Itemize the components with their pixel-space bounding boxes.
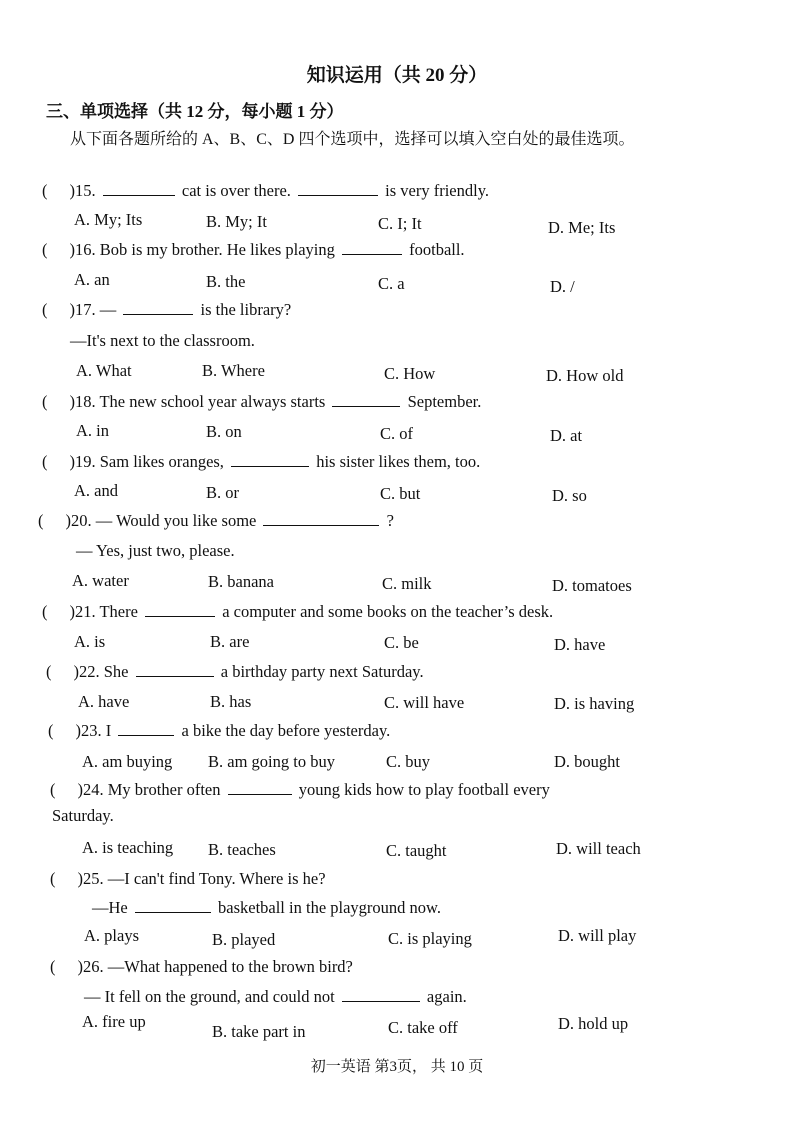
answer-blank: [332, 392, 400, 407]
option-d: D. Me; Its: [548, 218, 616, 237]
option-a: A. My; Its: [74, 210, 143, 229]
option-b: B. or: [206, 483, 239, 502]
option-a: A. am buying: [82, 752, 173, 771]
option-b: B. teaches: [208, 840, 276, 859]
question-number: 18.: [75, 392, 96, 411]
option-d: D. so: [552, 486, 587, 505]
question-text: My brother often: [107, 780, 221, 799]
answer-blank: [145, 602, 215, 617]
question-20: ( )20. — Would you like some ?: [38, 511, 394, 530]
answer-blank: [118, 721, 174, 736]
question-22: ( )22. She a birthday party next Saturday.: [46, 662, 424, 681]
answer-blank: [136, 662, 214, 677]
option-c: C. milk: [382, 574, 432, 593]
question-number: 19.: [75, 452, 96, 471]
question-text: a bike the day before yesterday.: [181, 721, 391, 740]
question-number: 20.: [71, 511, 92, 530]
question-text-line2: Saturday.: [52, 806, 114, 825]
answer-blank: [263, 511, 379, 526]
question-25: ( )25. —I can't find Tony. Where is he?: [50, 869, 326, 888]
answer-blank: [342, 240, 402, 255]
question-text: —He: [92, 898, 128, 917]
option-b: B. Where: [202, 361, 265, 380]
option-b: B. banana: [208, 572, 274, 591]
option-c: C. be: [384, 633, 419, 652]
option-b: B. take part in: [212, 1022, 306, 1041]
question-text: a computer and some books on the teacher’s desk.: [222, 602, 554, 621]
question-26-line2: [84, 987, 467, 1007]
option-b: B. My; It: [206, 212, 267, 231]
option-c: C. I; It: [378, 214, 422, 233]
option-d: D. tomatoes: [552, 576, 632, 595]
option-c: C. is playing: [388, 929, 472, 948]
option-c: C. but: [380, 484, 421, 503]
instruction-text: 从下面各题所给的 A、B、C、D 四个选项中，选择可以填入空白处的最佳选项。: [70, 131, 635, 148]
option-c: C. How: [384, 364, 436, 383]
option-d: D. at: [550, 426, 583, 445]
option-b: B. the: [206, 272, 246, 291]
question-text: cat is over there.: [181, 181, 291, 200]
question-number: 21.: [75, 602, 96, 621]
option-a: A. an: [74, 270, 110, 289]
question-19: ( )19. Sam likes oranges, his sister likes them, too.: [42, 452, 481, 471]
question-text-line2: — Yes, just two, please.: [76, 541, 235, 560]
option-d: D. will teach: [556, 839, 641, 858]
question-heading: 三、单项选择（共 12 分，每小题 1 分）: [46, 102, 344, 121]
option-d: D. is having: [554, 694, 635, 713]
answer-blank: [231, 452, 309, 467]
question-number: 22.: [79, 662, 100, 681]
question-text: his sister likes them, too.: [316, 452, 481, 471]
answer-blank: [342, 987, 420, 1002]
question-number: 16.: [75, 240, 96, 259]
question-text-line2: —It's next to the classroom.: [70, 331, 255, 350]
question-number: 26.: [83, 957, 104, 976]
question-15: ( )15. cat is over there. is very friendly.: [42, 181, 490, 200]
question-18: ( )18. The new school year always starts September.: [42, 392, 482, 411]
answer-blank: [103, 181, 175, 196]
option-c: C. buy: [386, 752, 431, 771]
question-text: The new school year always starts: [99, 392, 326, 411]
question-text: She: [103, 662, 129, 681]
question-17: ( )17. — is the library?: [42, 300, 292, 319]
question-text: ?: [386, 511, 394, 530]
question-number: 23.: [81, 721, 102, 740]
question-text: is very friendly.: [385, 181, 490, 200]
answer-blank: [123, 300, 193, 315]
question-text: There: [99, 602, 138, 621]
option-b: B. on: [206, 422, 242, 441]
page-footer: 初一英语 第3页， 共 10 页: [310, 1059, 484, 1075]
question-25-line2: [92, 898, 441, 918]
option-c: C. a: [378, 274, 405, 293]
section-title: 知识运用（共 20 分）: [306, 65, 488, 86]
option-d: D. will play: [558, 926, 637, 945]
question-26: ( )26. —What happened to the brown bird?: [50, 957, 353, 976]
question-text: Bob is my brother. He likes playing: [99, 240, 335, 259]
option-d: D. /: [550, 277, 575, 296]
question-text: again.: [426, 987, 467, 1006]
question-number: 25.: [83, 869, 104, 888]
option-d: D. hold up: [558, 1014, 629, 1033]
answer-blank: [135, 898, 211, 913]
question-text: I: [105, 721, 112, 740]
option-b: B. are: [210, 632, 250, 651]
option-c: C. of: [380, 424, 413, 443]
answer-blank: [228, 780, 292, 795]
question-number: 15.: [75, 181, 96, 200]
option-a: A. water: [72, 571, 129, 590]
question-24: ( )24. My brother often young kids how to play football every: [50, 780, 550, 799]
question-text: —I can't find Tony. Where is he?: [107, 869, 326, 888]
question-text: is the library?: [200, 300, 292, 319]
question-text: — Would you like some: [95, 511, 257, 530]
question-23: ( )23. I a bike the day before yesterday.: [48, 721, 391, 740]
option-a: A. fire up: [82, 1012, 146, 1031]
question-16: ( )16. Bob is my brother. He likes playing football.: [42, 240, 465, 259]
question-number: 24.: [83, 780, 104, 799]
option-d: D. bought: [554, 752, 620, 771]
option-d: D. How old: [546, 366, 624, 385]
option-c: C. take off: [388, 1018, 458, 1037]
option-a: A. and: [74, 481, 118, 500]
option-b: B. has: [210, 692, 252, 711]
option-a: A. plays: [84, 926, 139, 945]
option-d: D. have: [554, 635, 606, 654]
option-b: B. played: [212, 930, 276, 949]
option-b: B. am going to buy: [208, 752, 335, 771]
question-21: ( )21. There a computer and some books on the teacher’s desk.: [42, 602, 554, 621]
question-text: football.: [409, 240, 465, 259]
question-text: a birthday party next Saturday.: [220, 662, 424, 681]
question-text: — It fell on the ground, and could not: [84, 987, 335, 1006]
question-text: young kids how to play football every: [298, 780, 550, 799]
option-a: A. is teaching: [82, 838, 174, 857]
option-a: A. is: [74, 632, 106, 651]
question-number: 17.: [75, 300, 96, 319]
question-text: Sam likes oranges,: [99, 452, 224, 471]
option-a: A. in: [76, 421, 109, 440]
question-text: —: [99, 300, 117, 319]
answer-blank: [298, 181, 378, 196]
question-text: —What happened to the brown bird?: [107, 957, 353, 976]
option-a: A. What: [76, 361, 132, 380]
option-a: A. have: [78, 692, 130, 711]
option-c: C. taught: [386, 841, 447, 860]
question-text: September.: [407, 392, 482, 411]
option-c: C. will have: [384, 693, 465, 712]
question-text: basketball in the playground now.: [218, 898, 442, 917]
